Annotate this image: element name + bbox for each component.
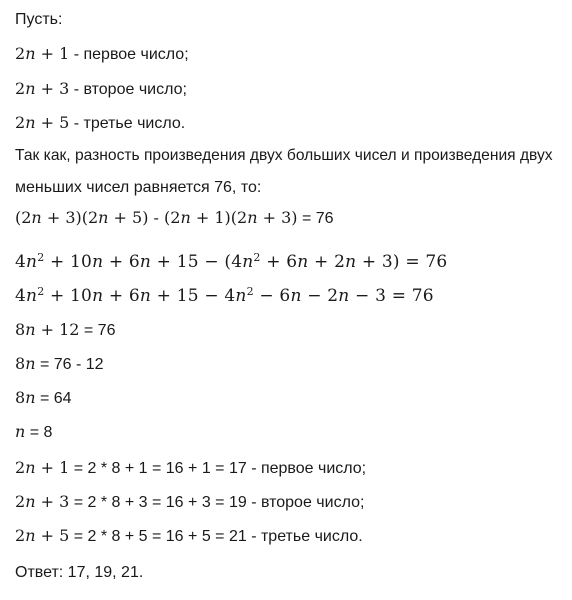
first-number-value xyxy=(15,458,366,479)
second-number-expression: 2n + 3 xyxy=(15,79,70,98)
simplification-line-3 xyxy=(15,388,72,409)
second-number-value-text: = 2 * 8 + 3 = 16 + 3 = 19 - второе число; xyxy=(69,494,365,511)
simplification-result-1: = 76 xyxy=(79,322,116,339)
second-number-label: - второе число; xyxy=(69,81,187,98)
equation-expression: (2n + 3)(2n + 5) - (2n + 1)(2n + 3) xyxy=(15,208,298,227)
expansion-line-2: $4n^2 + 10n + 6n + 15 - 4n^2 - 6n - 2n - 3 = 76$ xyxy=(15,285,434,306)
first-number-definition xyxy=(15,44,189,65)
simplification-expression-3: 8n xyxy=(15,388,36,407)
simplification-line-1 xyxy=(15,320,115,341)
intro-text: Пусть: xyxy=(15,11,63,28)
third-number-value-text: = 2 * 8 + 5 = 16 + 5 = 21 - третье число. xyxy=(69,528,363,545)
second-number-value-expression: 2n + 3 xyxy=(15,492,70,511)
first-number-value-text: = 2 * 8 + 1 = 16 + 1 = 17 - первое число; xyxy=(69,460,367,477)
condition-text-2: меньших чисел равняется 76, то: xyxy=(15,179,262,196)
first-number-value-expression: 2n + 1 xyxy=(15,458,70,477)
intro-line xyxy=(15,10,62,30)
solution-line xyxy=(15,422,52,443)
equation-result: = 76 xyxy=(297,210,334,227)
third-number-label: - третье число. xyxy=(69,115,186,132)
simplification-line-2 xyxy=(15,354,104,375)
answer-line xyxy=(15,563,143,583)
solution-value: = 8 xyxy=(25,424,53,441)
expansion-line-1: $4n^2 + 10n + 6n + 15 - (4n^2 + 6n + 2n + 3) = 76$ xyxy=(15,251,448,272)
simplification-expression-2: 8n xyxy=(15,354,36,373)
third-number-definition xyxy=(15,113,185,134)
third-number-value xyxy=(15,526,363,547)
equation-line xyxy=(15,208,334,229)
first-number-expression: 2n + 1 xyxy=(15,44,70,63)
third-number-expression: 2n + 5 xyxy=(15,113,70,132)
first-number-label: - первое число; xyxy=(69,46,189,63)
condition-text-1: Так как, разность произведения двух больших чисел и произведения двух xyxy=(15,147,553,164)
simplification-result-2: = 76 - 12 xyxy=(35,356,104,373)
solution-variable: n xyxy=(15,422,26,441)
second-number-value xyxy=(15,492,364,513)
condition-line-1 xyxy=(15,146,553,166)
second-number-definition xyxy=(15,79,187,100)
third-number-value-expression: 2n + 5 xyxy=(15,526,70,545)
condition-line-2 xyxy=(15,178,261,198)
simplification-result-3: = 64 xyxy=(35,390,72,407)
simplification-expression-1: 8n + 12 xyxy=(15,320,80,339)
answer-text: Ответ: 17, 19, 21. xyxy=(15,564,144,581)
